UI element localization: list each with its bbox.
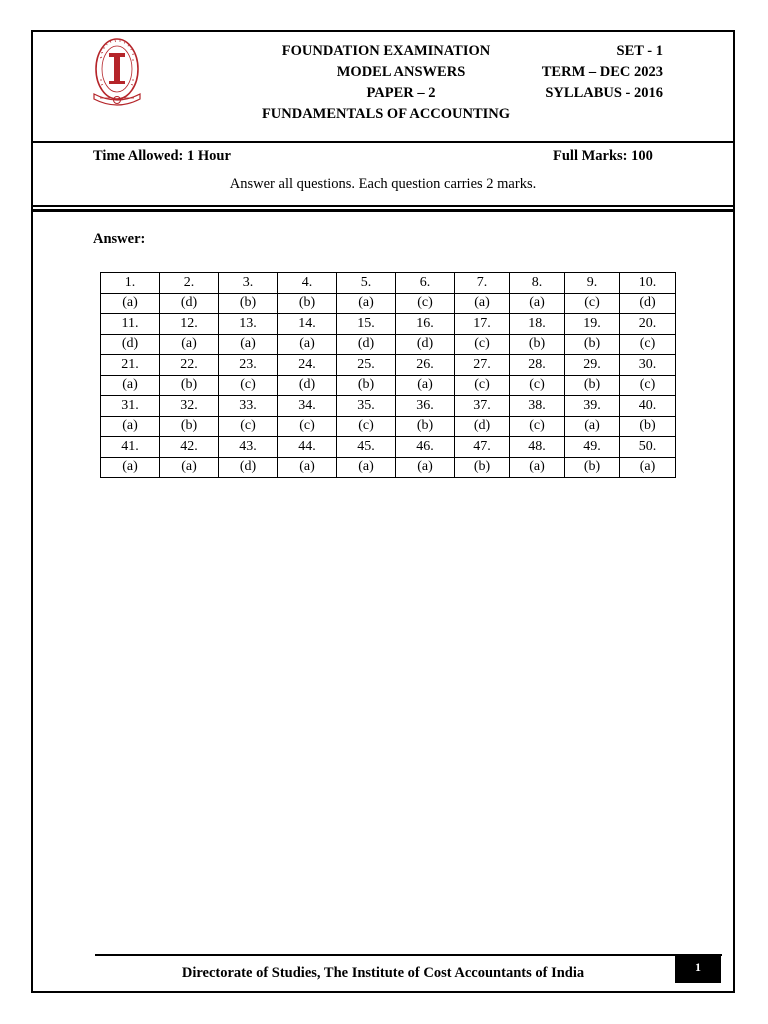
answer-option-cell: (a) — [455, 293, 510, 314]
answer-heading: Answer: — [93, 231, 146, 247]
question-number-cell: 26. — [396, 355, 455, 376]
answer-option-cell: (b) — [510, 334, 565, 355]
question-number-cell: 14. — [278, 314, 337, 335]
exam-title: FOUNDATION EXAMINATION — [281, 43, 491, 59]
question-number-cell: 35. — [337, 396, 396, 417]
question-number-cell: 31. — [101, 396, 160, 417]
question-number-cell: 20. — [620, 314, 676, 335]
answer-option-cell: (b) — [565, 457, 620, 478]
question-number-cell: 7. — [455, 273, 510, 294]
full-marks: Full Marks: 100 — [553, 148, 653, 164]
answer-option-cell: (b) — [160, 375, 219, 396]
answer-option-cell: (d) — [620, 293, 676, 314]
answer-option-cell: (b) — [565, 334, 620, 355]
answer-option-cell: (b) — [278, 293, 337, 314]
question-number-cell: 22. — [160, 355, 219, 376]
footer-text: Directorate of Studies, The Institute of Cost Accountants of India — [181, 965, 585, 981]
answer-option-cell: (a) — [101, 457, 160, 478]
answer-option-cell: (d) — [396, 334, 455, 355]
question-number-cell: 50. — [620, 437, 676, 458]
answer-option-cell: (c) — [565, 293, 620, 314]
question-number-cell: 11. — [101, 314, 160, 335]
answer-option-cell: (a) — [565, 416, 620, 437]
question-number-row — [101, 273, 676, 294]
question-number-row — [101, 396, 676, 417]
question-number-cell: 47. — [455, 437, 510, 458]
question-number-cell: 32. — [160, 396, 219, 417]
question-number-cell: 25. — [337, 355, 396, 376]
question-number-cell: 42. — [160, 437, 219, 458]
institute-seal-icon — [92, 36, 142, 108]
question-number-cell: 2. — [160, 273, 219, 294]
answer-option-cell: (c) — [455, 375, 510, 396]
header-divider — [33, 141, 733, 143]
question-number-cell: 38. — [510, 396, 565, 417]
answer-option-cell: (a) — [396, 375, 455, 396]
question-number-cell: 49. — [565, 437, 620, 458]
answer-option-cell: (c) — [510, 375, 565, 396]
question-number-cell: 8. — [510, 273, 565, 294]
answer-option-cell: (d) — [101, 334, 160, 355]
answer-option-cell: (c) — [219, 375, 278, 396]
question-number-cell: 3. — [219, 273, 278, 294]
answer-option-cell: (a) — [101, 375, 160, 396]
answer-option-cell: (d) — [337, 334, 396, 355]
question-number-cell: 48. — [510, 437, 565, 458]
answer-table — [100, 272, 676, 478]
answer-option-row — [101, 375, 676, 396]
answer-option-row — [101, 334, 676, 355]
question-number-cell: 16. — [396, 314, 455, 335]
question-number-cell: 39. — [565, 396, 620, 417]
term-label: TERM – DEC 2023 — [541, 64, 663, 80]
question-number-cell: 28. — [510, 355, 565, 376]
question-number-cell: 40. — [620, 396, 676, 417]
question-number-row — [101, 355, 676, 376]
question-number-cell: 30. — [620, 355, 676, 376]
question-number-cell: 12. — [160, 314, 219, 335]
set-label: SET - 1 — [616, 43, 663, 59]
question-number-cell: 13. — [219, 314, 278, 335]
answer-option-cell: (c) — [620, 334, 676, 355]
question-number-cell: 33. — [219, 396, 278, 417]
question-number-row — [101, 314, 676, 335]
model-answers-title: MODEL ANSWERS — [336, 64, 466, 80]
question-number-cell: 29. — [565, 355, 620, 376]
answer-option-cell: (b) — [565, 375, 620, 396]
syllabus-label: SYLLABUS - 2016 — [545, 85, 663, 101]
question-number-cell: 34. — [278, 396, 337, 417]
answer-option-cell: (a) — [396, 457, 455, 478]
answer-option-cell: (c) — [337, 416, 396, 437]
answer-option-cell: (b) — [337, 375, 396, 396]
question-number-cell: 46. — [396, 437, 455, 458]
question-number-row — [101, 437, 676, 458]
question-number-cell: 37. — [455, 396, 510, 417]
answer-option-cell: (c) — [219, 416, 278, 437]
subject-title: FUNDAMENTALS OF ACCOUNTING — [261, 106, 511, 122]
page-number: 1 — [675, 955, 721, 983]
answer-option-cell: (a) — [278, 457, 337, 478]
answer-option-cell: (a) — [510, 293, 565, 314]
answer-option-cell: (c) — [620, 375, 676, 396]
answer-option-cell: (d) — [160, 293, 219, 314]
answer-option-cell: (d) — [219, 457, 278, 478]
answer-option-row — [101, 457, 676, 478]
answer-option-cell: (a) — [219, 334, 278, 355]
question-number-cell: 27. — [455, 355, 510, 376]
answer-option-cell: (c) — [510, 416, 565, 437]
answer-option-cell: (c) — [278, 416, 337, 437]
answer-option-cell: (b) — [620, 416, 676, 437]
question-number-cell: 15. — [337, 314, 396, 335]
question-number-cell: 1. — [101, 273, 160, 294]
answer-option-cell: (a) — [620, 457, 676, 478]
answer-option-cell: (a) — [101, 416, 160, 437]
answer-option-cell: (a) — [337, 293, 396, 314]
answer-option-cell: (d) — [455, 416, 510, 437]
question-number-cell: 5. — [337, 273, 396, 294]
section-divider-bottom — [33, 209, 733, 212]
time-allowed: Time Allowed: 1 Hour — [93, 148, 231, 164]
answer-option-cell: (a) — [160, 457, 219, 478]
question-number-cell: 23. — [219, 355, 278, 376]
question-number-cell: 45. — [337, 437, 396, 458]
answer-option-cell: (b) — [455, 457, 510, 478]
question-number-cell: 19. — [565, 314, 620, 335]
question-number-cell: 21. — [101, 355, 160, 376]
section-divider-top — [33, 205, 733, 207]
question-number-cell: 44. — [278, 437, 337, 458]
answer-option-cell: (b) — [219, 293, 278, 314]
answer-option-cell: (b) — [396, 416, 455, 437]
page-border — [31, 30, 735, 993]
question-number-cell: 43. — [219, 437, 278, 458]
answer-option-cell: (a) — [160, 334, 219, 355]
answer-option-cell: (d) — [278, 375, 337, 396]
question-number-cell: 41. — [101, 437, 160, 458]
question-number-cell: 10. — [620, 273, 676, 294]
answer-option-cell: (c) — [455, 334, 510, 355]
answer-option-cell: (b) — [160, 416, 219, 437]
answer-option-cell: (c) — [396, 293, 455, 314]
question-number-cell: 17. — [455, 314, 510, 335]
question-number-cell: 4. — [278, 273, 337, 294]
question-number-cell: 6. — [396, 273, 455, 294]
footer-rule — [95, 954, 722, 956]
question-number-cell: 36. — [396, 396, 455, 417]
answer-option-cell: (a) — [337, 457, 396, 478]
answer-option-row — [101, 416, 676, 437]
question-number-cell: 18. — [510, 314, 565, 335]
answer-option-row — [101, 293, 676, 314]
answer-option-cell: (a) — [510, 457, 565, 478]
instructions: Answer all questions. Each question carries 2 marks. — [229, 176, 537, 192]
question-number-cell: 24. — [278, 355, 337, 376]
question-number-cell: 9. — [565, 273, 620, 294]
answer-option-cell: (a) — [278, 334, 337, 355]
paper-title: PAPER – 2 — [366, 85, 436, 101]
answer-option-cell: (a) — [101, 293, 160, 314]
